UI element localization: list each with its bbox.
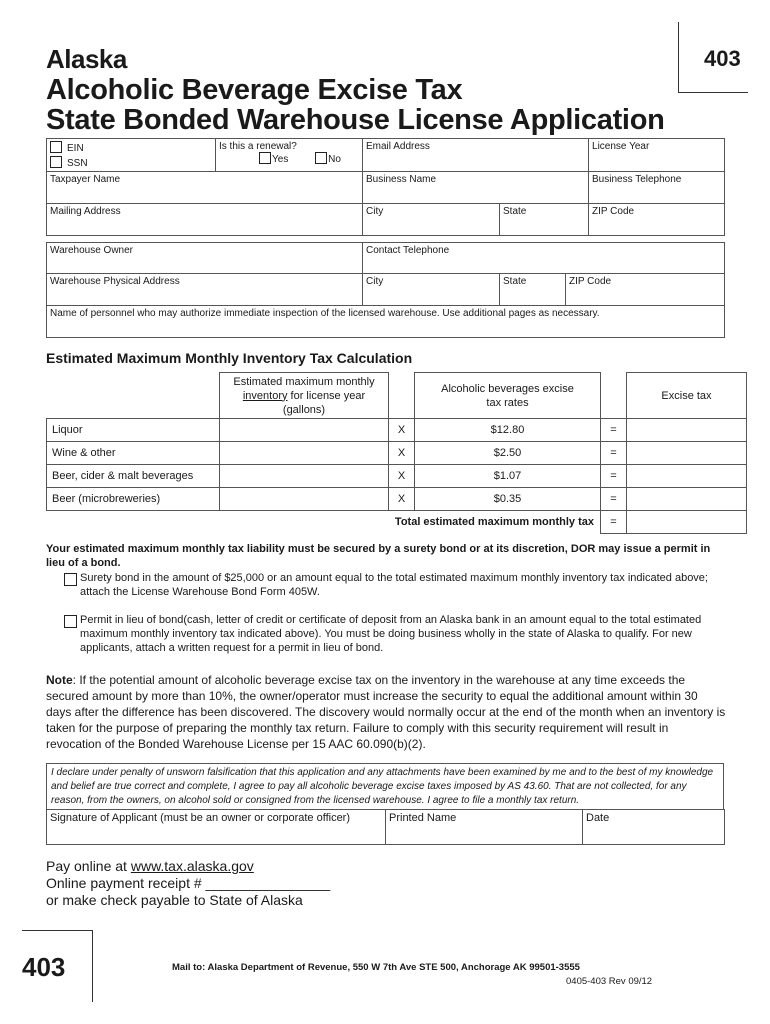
signature-table [46, 809, 725, 845]
total-equals-sign: = [601, 511, 627, 534]
inventory-input[interactable] [220, 488, 389, 511]
header-divider-horizontal [678, 92, 748, 93]
tax-row [47, 465, 747, 488]
tax-rate: $2.50 [415, 442, 601, 465]
license-year-label: License Year [592, 141, 650, 152]
renewal-yes-checkbox[interactable] [259, 152, 271, 164]
mailing-state-label: State [503, 206, 527, 217]
beverage-label: Beer, cider & malt beverages [47, 465, 220, 488]
inventory-header [220, 373, 389, 419]
form-title-line1: Alcoholic Beverage Excise Tax [46, 74, 463, 106]
taxpayer-name-field[interactable] [47, 172, 363, 204]
tax-row [47, 488, 747, 511]
footer-divider-horizontal [22, 930, 92, 931]
taxpayer-name-label: Taxpayer Name [50, 174, 121, 185]
warehouse-info-table [46, 242, 725, 338]
mailing-state-field[interactable] [500, 204, 589, 236]
tax-row [47, 419, 747, 442]
printed-name-field[interactable] [386, 810, 583, 845]
ssn-label: SSN [67, 158, 88, 169]
state-name: Alaska [46, 44, 127, 74]
beverage-label: Wine & other [47, 442, 220, 465]
tax-calc-title: Estimated Maximum Monthly Inventory Tax Calculation [46, 350, 413, 366]
multiply-sign: X [389, 465, 415, 488]
equals-sign: = [601, 488, 627, 511]
ein-label: EIN [67, 143, 84, 154]
check-payable-text: or make check payable to State of Alaska [46, 892, 303, 908]
inventory-input[interactable] [220, 419, 389, 442]
excise-tax-input[interactable] [627, 465, 747, 488]
mailing-address: Mail to: Alaska Department of Revenue, 550 W 7th Ave STE 500, Anchorage AK 99501-3555 [172, 962, 580, 973]
tax-rate: $12.80 [415, 419, 601, 442]
liability-text: Your estimated maximum monthly tax liability must be secured by a surety bond or at its discretion, DOR may issue a permit in lieu of a bond. [46, 543, 711, 569]
inventory-header-unit: (gallons) [282, 403, 326, 416]
inventory-header-underlined: inventory [242, 389, 288, 402]
equals-sign: = [601, 465, 627, 488]
warehouse-state-label: State [503, 276, 527, 287]
mailing-zip-field[interactable] [589, 204, 725, 236]
renewal-no-label: No [328, 154, 341, 165]
renewal-no-checkbox[interactable] [315, 152, 327, 164]
permit-option [80, 613, 740, 655]
inventory-header-line1: Estimated maximum monthly [233, 375, 375, 388]
revision-code: 0405-403 Rev 09/12 [566, 976, 653, 987]
renewal-yes-label: Yes [272, 154, 289, 165]
header-divider-vertical [678, 22, 679, 92]
pay-online [46, 858, 254, 874]
email-label: Email Address [366, 141, 430, 152]
pay-online-prefix: Pay online at [46, 858, 131, 874]
receipt-line: Online payment receipt # ________________ [46, 875, 331, 891]
tax-calc-table [46, 372, 747, 534]
permit-checkbox[interactable] [64, 615, 77, 628]
equals-sign: = [601, 442, 627, 465]
mailing-city-field[interactable] [363, 204, 500, 236]
multiply-sign: X [389, 442, 415, 465]
inventory-input[interactable] [220, 442, 389, 465]
form-title-line2: State Bonded Warehouse License Application [46, 104, 665, 136]
id-type-cell[interactable] [47, 139, 216, 172]
inventory-input[interactable] [220, 465, 389, 488]
signature-field[interactable] [47, 810, 386, 845]
multiply-sign: X [389, 488, 415, 511]
total-tax-input[interactable] [627, 511, 747, 534]
contact-phone-field[interactable] [363, 243, 725, 274]
email-field[interactable] [363, 139, 589, 172]
tax-rate: $0.35 [415, 488, 601, 511]
warehouse-address-field[interactable] [47, 274, 363, 306]
renewal-cell [216, 139, 363, 172]
mailing-address-label: Mailing Address [50, 206, 121, 217]
mailing-address-field[interactable] [47, 204, 363, 236]
declaration-text: I declare under penalty of unsworn falsification that this application and any attachments have been examined by me and to the best of my knowledge and belief are true correct and complete, I agree to pay all alcoholic beverage excise taxes imposed by AS 43.60. That are not collected, for any reason, from the owners, on alcohol sold or consigned from the licensed warehouse. I agree to file a monthly tax return. [46, 763, 724, 809]
equals-sign: = [601, 419, 627, 442]
contact-phone-label: Contact Telephone [366, 245, 450, 256]
permit-text: Permit in lieu of bond(cash, letter of credit or certificate of deposit from an Alaska bank in an amount equal to the total estimated maximum monthly inventory tax indicated above). You must be doing business wholly in the state of Alaska to qualify. For new applicants, attach a written request for a permit in lieu of bond. [80, 614, 702, 654]
excise-tax-input[interactable] [627, 419, 747, 442]
warehouse-city-field[interactable] [363, 274, 500, 306]
business-phone-field[interactable] [589, 172, 725, 204]
personnel-field[interactable] [47, 306, 725, 338]
warehouse-address-label: Warehouse Physical Address [50, 276, 180, 287]
surety-checkbox[interactable] [64, 573, 77, 586]
note-text: : If the potential amount of alcoholic beverage excise tax on the inventory in the warehouse at any time exceeds the secured amount by more than 10%, the owner/operator must increase the security to equal the additional amount within 30 days after the difference has been discovered. The discovery would normally occur at the end of the month when an inventory is taken for the purpose of preparing the monthly tax return. Failure to comply with this security requirement will result in revocation of the Bonded Warehouse License per 15 AAC 60.090(b)(2). [46, 673, 726, 751]
form-number-top: 403 [704, 46, 741, 71]
printed-name-label: Printed Name [389, 812, 457, 824]
multiply-sign: X [389, 419, 415, 442]
license-year-field[interactable] [589, 139, 725, 172]
tax-website-link[interactable]: www.tax.alaska.gov [130, 858, 254, 874]
date-field[interactable] [583, 810, 725, 845]
note-paragraph [46, 672, 726, 752]
tax-row [47, 442, 747, 465]
excise-tax-input[interactable] [627, 488, 747, 511]
form-number-bottom: 403 [22, 952, 66, 982]
mailing-city-label: City [366, 206, 384, 217]
warehouse-state-field[interactable] [500, 274, 566, 306]
surety-text: Surety bond in the amount of $25,000 or an amount equal to the total estimated maximum monthly inventory tax indicated above; attach the License Warehouse Bond Form 405W. [80, 572, 708, 598]
ssn-checkbox[interactable] [50, 156, 62, 168]
footer-divider-vertical [92, 930, 93, 1002]
warehouse-owner-label: Warehouse Owner [50, 245, 133, 256]
personnel-label: Name of personnel who may authorize immediate inspection of the licensed warehouse. Use additional pages as necessary. [50, 308, 600, 319]
business-phone-label: Business Telephone [592, 174, 682, 185]
note-label: Note [46, 673, 73, 687]
business-name-label: Business Name [366, 174, 437, 185]
signature-label: Signature of Applicant (must be an owner or corporate officer) [50, 812, 351, 824]
renewal-question: Is this a renewal? [219, 141, 297, 152]
beverage-label: Beer (microbreweries) [47, 488, 220, 511]
ein-checkbox[interactable] [50, 141, 62, 153]
business-name-field[interactable] [363, 172, 589, 204]
warehouse-city-label: City [366, 276, 384, 287]
excise-tax-input[interactable] [627, 442, 747, 465]
rates-header: Alcoholic beverages excise tax rates [415, 373, 601, 419]
excise-header: Excise tax [627, 373, 747, 419]
beverage-label: Liquor [47, 419, 220, 442]
date-label: Date [586, 812, 610, 824]
taxpayer-info-table [46, 138, 725, 236]
warehouse-zip-label: ZIP Code [569, 276, 612, 287]
total-label: Total estimated maximum monthly tax [394, 516, 594, 529]
mailing-zip-label: ZIP Code [592, 206, 635, 217]
warehouse-zip-field[interactable] [566, 274, 725, 306]
surety-option [80, 571, 740, 599]
tax-rate: $1.07 [415, 465, 601, 488]
warehouse-owner-field[interactable] [47, 243, 363, 274]
inventory-header-line2: for license year [287, 389, 366, 402]
